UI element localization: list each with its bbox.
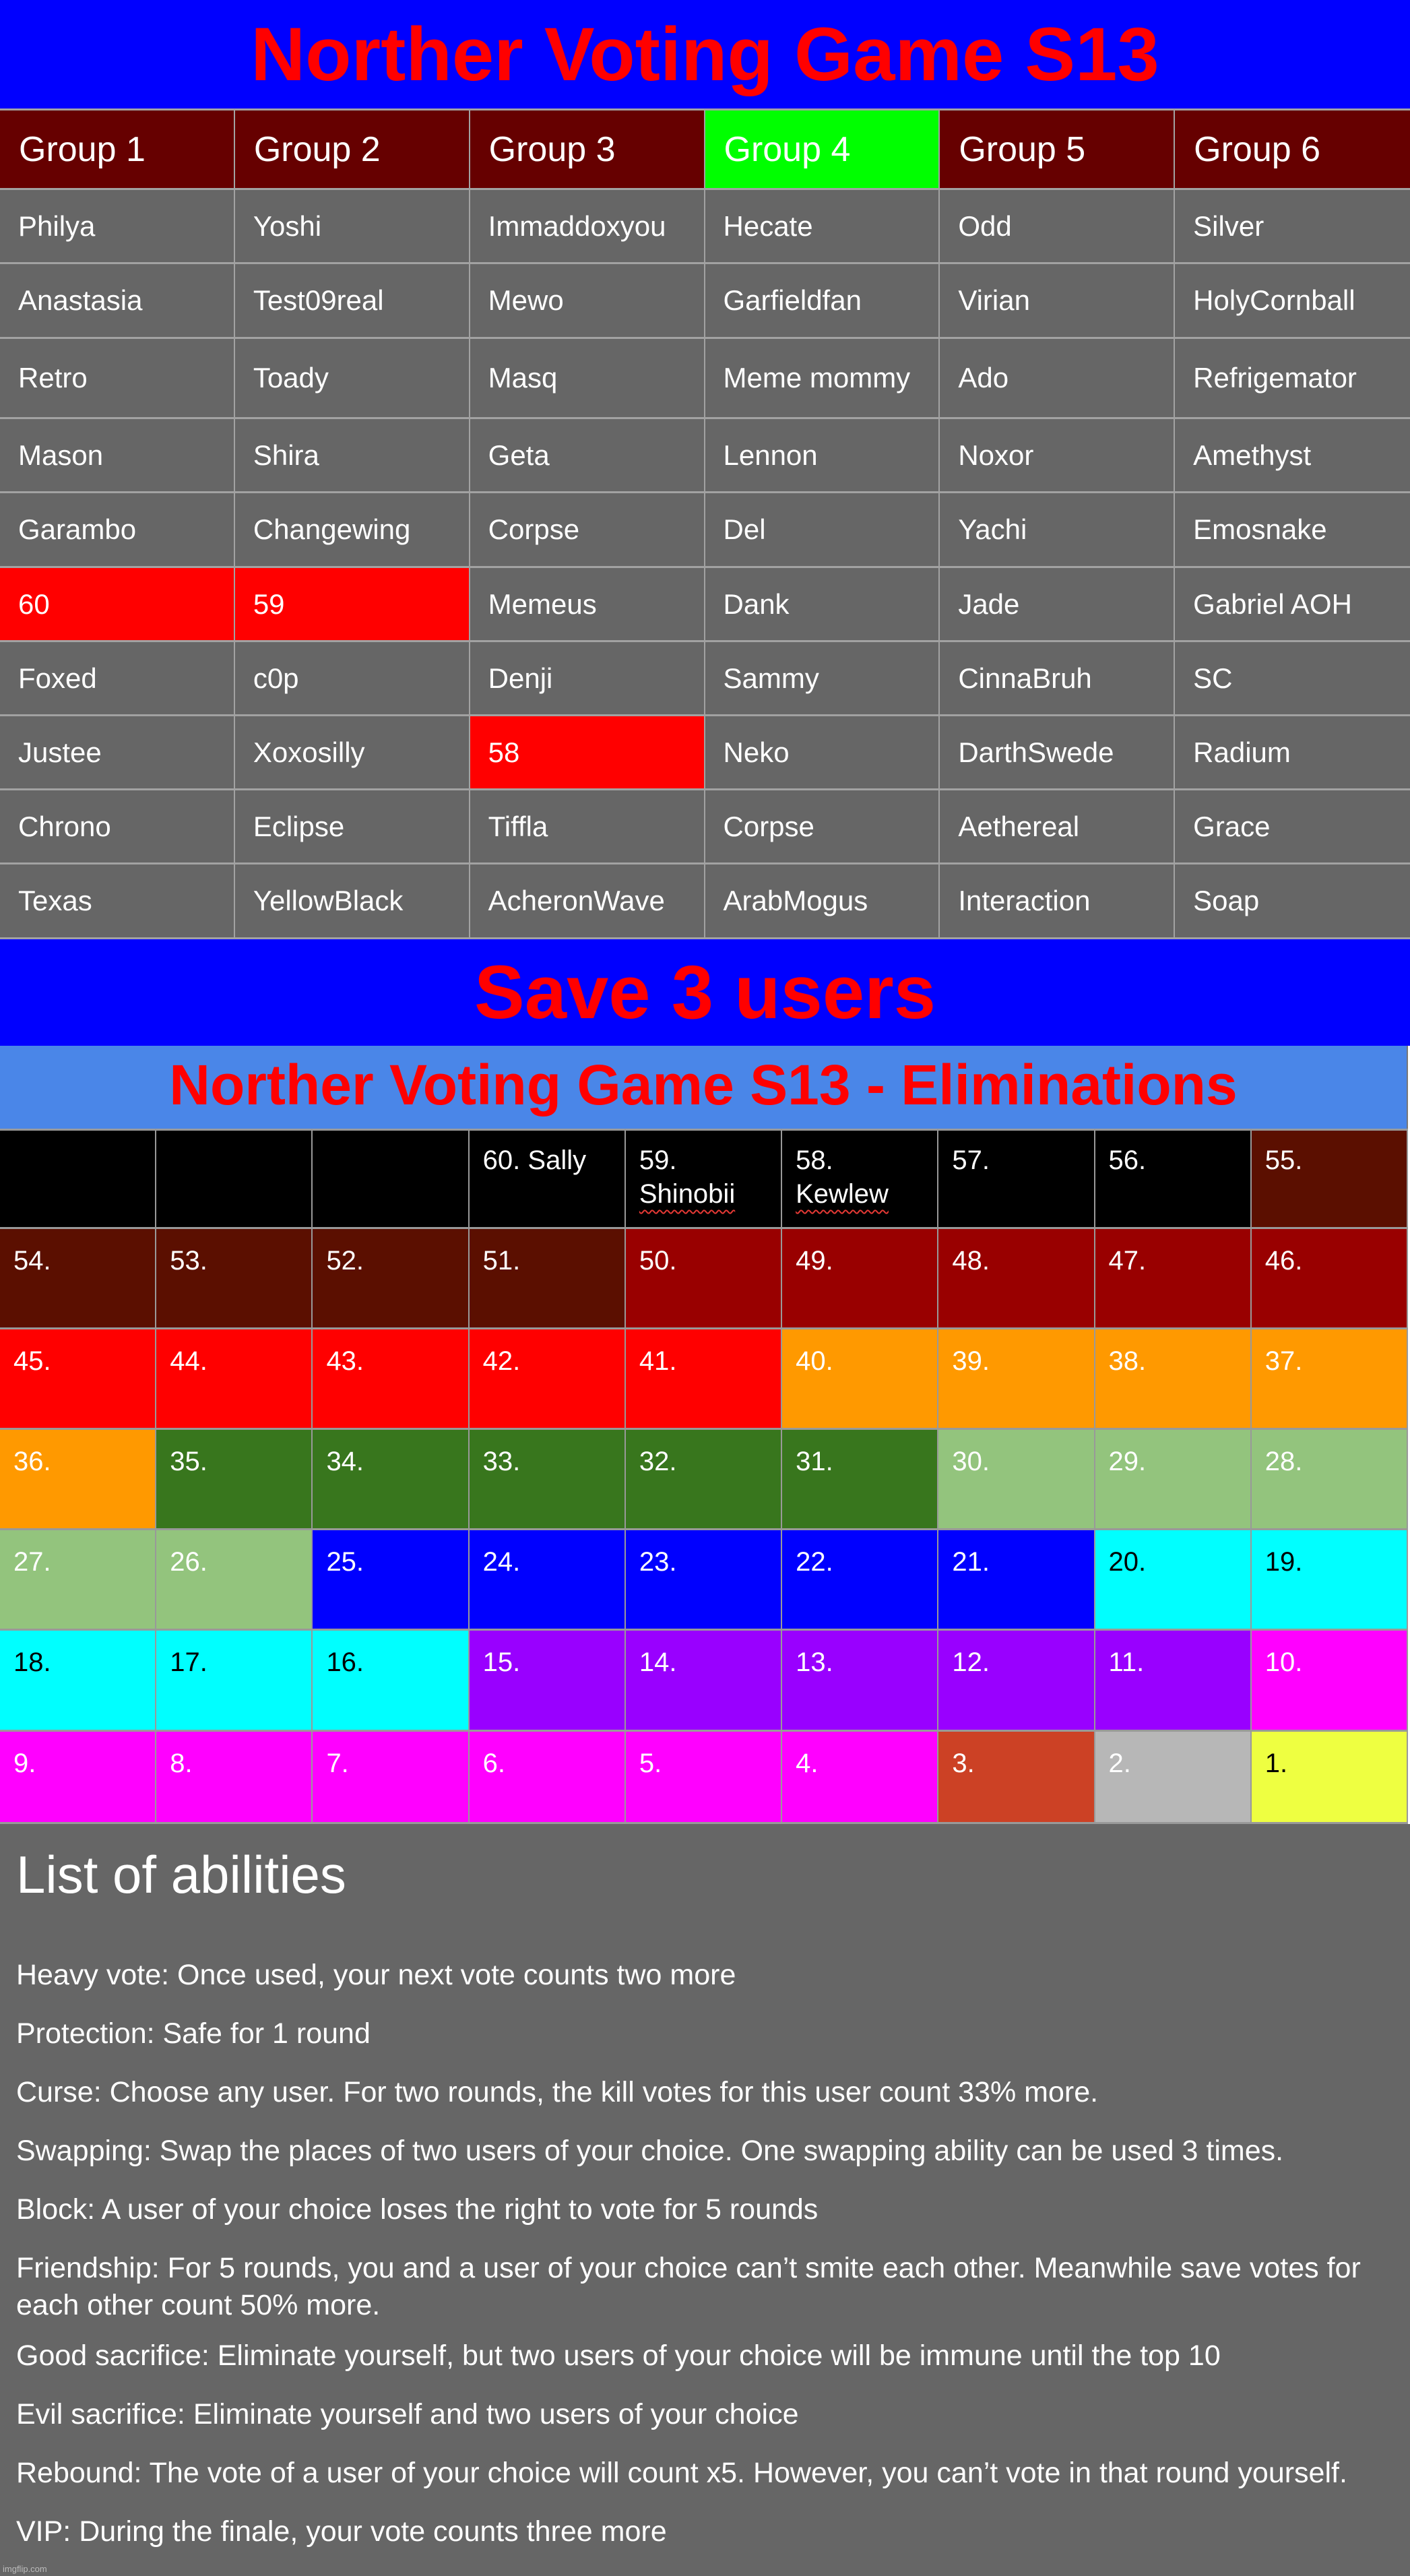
elimination-rank: 37. (1264, 1346, 1303, 1376)
elimination-slot (470, 1631, 626, 1732)
group-member-cell: DarthSwede (940, 716, 1175, 790)
elimination-slot (156, 1129, 313, 1229)
group-member-cell: Del (705, 493, 940, 568)
elimination-slot (0, 1329, 156, 1430)
group-member-cell: CinnaBruh (940, 642, 1175, 716)
elimination-slot (156, 1530, 313, 1631)
elimination-slot (0, 1430, 156, 1530)
group-member-cell: Aethereal (940, 790, 1175, 865)
elimination-slot (470, 1229, 626, 1329)
group-member-cell: c0p (235, 642, 470, 716)
elimination-slot (1252, 1430, 1408, 1530)
eliminations-title: Norther Voting Game S13 - Eliminations (169, 1053, 1238, 1117)
elimination-slot (626, 1631, 782, 1732)
elimination-rank: 27. (13, 1547, 51, 1577)
group-member-cell: YellowBlack (235, 865, 470, 939)
elimination-rank: 36. (13, 1447, 51, 1476)
group-member-cell: Foxed (0, 642, 235, 716)
group-member-cell: Ado (940, 339, 1175, 419)
group-member-cell: Chrono (0, 790, 235, 865)
elimination-slot (782, 1329, 938, 1430)
elimination-rank: 57. (952, 1145, 990, 1175)
elimination-slot (1095, 1229, 1252, 1329)
elimination-slot (0, 1229, 156, 1329)
elimination-rank: 23. (639, 1547, 677, 1577)
elimination-rank: 31. (796, 1447, 833, 1476)
elimination-slot (313, 1129, 469, 1229)
ability-swapping: Swapping: Swap the places of two users of your choice. One swapping ability can be used 3 times. (16, 2135, 1284, 2167)
group-member-cell: Mason (0, 419, 235, 493)
group-member-cell: AcheronWave (470, 865, 705, 939)
elimination-rank: 15. (482, 1647, 521, 1677)
group-member-cell: Interaction (940, 865, 1175, 939)
elimination-slot (626, 1129, 782, 1229)
elimination-rank: 9. (13, 1749, 36, 1778)
ability-vip: VIP: During the finale, your vote counts three more (16, 2515, 667, 2548)
abilities-heading: List of abilities (16, 1845, 346, 1904)
group-member-cell: Immaddoxyou (470, 190, 705, 264)
elimination-slot (0, 1530, 156, 1631)
elimination-slot (156, 1732, 313, 1824)
abilities-list (16, 1957, 1394, 2550)
ability-block: Block: A user of your choice loses the right to vote for 5 rounds (16, 2193, 819, 2226)
group-member-cell: Amethyst (1175, 419, 1410, 493)
group-member-cell: ArabMogus (705, 865, 940, 939)
ability-good-sacrifice: Good sacrifice: Eliminate yourself, but two users of your choice will be immune until the top 10 (16, 2339, 1221, 2372)
elimination-rank: 48. (952, 1246, 990, 1276)
elimination-slot (1095, 1329, 1252, 1430)
groups-table (0, 108, 1410, 939)
elimination-slot (938, 1530, 1095, 1631)
save-banner (0, 939, 1410, 1046)
elimination-slot (470, 1732, 626, 1824)
group-member-cell: Retro (0, 339, 235, 419)
group-member-cell: Xoxosilly (235, 716, 470, 790)
elimination-rank: 54. (13, 1246, 51, 1276)
elimination-slot (470, 1430, 626, 1530)
group-member-cell: Changewing (235, 493, 470, 568)
group-member-cell: Grace (1175, 790, 1410, 865)
group-member-cell: Refrigemator (1175, 339, 1410, 419)
group-member-cell: Dank (705, 568, 940, 642)
elimination-rank: 1. (1264, 1749, 1288, 1778)
group-member-cell: Neko (705, 716, 940, 790)
elimination-slot (626, 1530, 782, 1631)
group-member-cell: Sammy (705, 642, 940, 716)
group-member-cell: Radium (1175, 716, 1410, 790)
ability-curse: Curse: Choose any user. For two rounds, the kill votes for this user count 33% more. (16, 2076, 1099, 2108)
eliminated-user-name: Kewlew (796, 1179, 889, 1209)
elimination-slot (938, 1732, 1095, 1824)
ability-evil-sacrifice: Evil sacrifice: Eliminate yourself and two users of your choice (16, 2398, 799, 2430)
elimination-rank: 38. (1108, 1346, 1147, 1376)
save-instruction: Save 3 users (474, 950, 936, 1034)
elimination-slot (470, 1530, 626, 1631)
elimination-rank: 35. (170, 1447, 207, 1476)
group-member-cell: Masq (470, 339, 705, 419)
elimination-rank: 17. (170, 1647, 207, 1677)
elimination-slot (0, 1732, 156, 1824)
group-header-2: Group 2 (235, 108, 470, 190)
ability-heavy-vote: Heavy vote: Once used, your next vote counts two more (16, 1959, 736, 1991)
group-header-4: Group 4 (705, 108, 940, 190)
group-member-cell: Test09real (235, 264, 470, 339)
elimination-rank: 46. (1264, 1246, 1303, 1276)
group-member-cell: Odd (940, 190, 1175, 264)
elimination-slot (626, 1329, 782, 1430)
elimination-slot (313, 1329, 469, 1430)
elimination-rank: 42. (482, 1346, 521, 1376)
elimination-rank: 21. (952, 1547, 990, 1577)
elimination-rank: 16. (326, 1647, 364, 1677)
group-member-cell: Anastasia (0, 264, 235, 339)
elimination-slot (938, 1129, 1095, 1229)
eliminated-user-name: Sally (527, 1145, 587, 1175)
group-member-cell: Lennon (705, 419, 940, 493)
elimination-slot (938, 1329, 1095, 1430)
group-member-cell: Eclipse (235, 790, 470, 865)
elimination-slot (1095, 1631, 1252, 1732)
elimination-slot (313, 1732, 469, 1824)
group-member-cell: Meme mommy (705, 339, 940, 419)
title-banner (0, 0, 1410, 108)
elimination-rank: 4. (796, 1749, 819, 1778)
elimination-slot (782, 1129, 938, 1229)
elimination-rank: 24. (482, 1547, 521, 1577)
elimination-slot (782, 1631, 938, 1732)
elimination-rank: 32. (639, 1447, 677, 1476)
elimination-slot (1252, 1229, 1408, 1329)
group-header-1: Group 1 (0, 108, 235, 190)
elimination-rank: 2. (1108, 1749, 1131, 1778)
elimination-rank: 6. (482, 1749, 506, 1778)
elimination-slot (1095, 1530, 1252, 1631)
elimination-slot (626, 1430, 782, 1530)
elimination-slot (782, 1530, 938, 1631)
elimination-slot (0, 1631, 156, 1732)
elimination-rank: 33. (482, 1447, 521, 1476)
elimination-rank: 22. (796, 1547, 833, 1577)
elimination-slot (938, 1229, 1095, 1329)
elimination-slot (1252, 1329, 1408, 1430)
group-member-cell: Garambo (0, 493, 235, 568)
elimination-slot (313, 1530, 469, 1631)
elimination-slot (470, 1329, 626, 1430)
elimination-rank: 43. (326, 1346, 364, 1376)
elimination-rank: 44. (170, 1346, 207, 1376)
group-member-cell: Toady (235, 339, 470, 419)
group-member-cell: SC (1175, 642, 1410, 716)
elimination-rank: 10. (1264, 1647, 1303, 1677)
elimination-rank: 60. (482, 1145, 521, 1175)
group-member-cell: Soap (1175, 865, 1410, 939)
group-member-cell: Corpse (705, 790, 940, 865)
elimination-rank: 39. (952, 1346, 990, 1376)
eliminated-slot-cell: 58 (470, 716, 705, 790)
group-member-cell: Yoshi (235, 190, 470, 264)
eliminated-slot-cell: 60 (0, 568, 235, 642)
elimination-rank: 29. (1108, 1447, 1147, 1476)
elimination-rank: 25. (326, 1547, 364, 1577)
elimination-rank: 12. (952, 1647, 990, 1677)
watermark: imgflip.com (3, 2564, 47, 2574)
elimination-rank: 58. (796, 1145, 833, 1175)
elimination-slot (156, 1631, 313, 1732)
elimination-rank: 8. (170, 1749, 193, 1778)
elimination-slot (1252, 1631, 1408, 1732)
group-header-5: Group 5 (940, 108, 1175, 190)
eliminations-banner (0, 1046, 1408, 1129)
elimination-slot (1095, 1129, 1252, 1229)
elimination-rank: 47. (1108, 1246, 1147, 1276)
group-member-cell: Virian (940, 264, 1175, 339)
elimination-slot (156, 1229, 313, 1329)
eliminated-slot-cell: 59 (235, 568, 470, 642)
elimination-slot (313, 1631, 469, 1732)
eliminations-section (0, 1046, 1408, 1824)
elimination-slot (1252, 1530, 1408, 1631)
group-member-cell: Corpse (470, 493, 705, 568)
elimination-rank: 5. (639, 1749, 662, 1778)
elimination-rank: 26. (170, 1547, 207, 1577)
elimination-slot (782, 1229, 938, 1329)
elimination-rank: 11. (1108, 1647, 1145, 1677)
elimination-rank: 56. (1108, 1145, 1147, 1175)
group-member-cell: Shira (235, 419, 470, 493)
elimination-rank: 59. (639, 1145, 677, 1175)
elimination-slot (470, 1129, 626, 1229)
elimination-rank: 13. (796, 1647, 833, 1677)
elimination-slot (1095, 1430, 1252, 1530)
group-member-cell: Justee (0, 716, 235, 790)
group-member-cell: HolyCornball (1175, 264, 1410, 339)
elimination-slot (782, 1732, 938, 1824)
elimination-slot (313, 1229, 469, 1329)
group-member-cell: Philya (0, 190, 235, 264)
elimination-rank: 14. (639, 1647, 677, 1677)
group-member-cell: Mewo (470, 264, 705, 339)
elimination-rank: 52. (326, 1246, 364, 1276)
group-member-cell: Gabriel AOH (1175, 568, 1410, 642)
elimination-rank: 50. (639, 1246, 677, 1276)
elimination-rank: 55. (1264, 1145, 1303, 1175)
ability-friendship: Friendship: For 5 rounds, you and a user of your choice can’t smite each other. Meanwhile save votes for each other count 50% more. (16, 2252, 1361, 2321)
page-title: Norther Voting Game S13 (251, 11, 1159, 96)
group-member-cell: Hecate (705, 190, 940, 264)
elimination-rank: 51. (482, 1246, 521, 1276)
group-member-cell: Geta (470, 419, 705, 493)
elimination-rank: 45. (13, 1346, 51, 1376)
eliminated-user-name: Shinobii (639, 1179, 736, 1209)
elimination-slot (0, 1129, 156, 1229)
eliminations-grid (0, 1129, 1408, 1824)
group-member-cell: Emosnake (1175, 493, 1410, 568)
elimination-slot (313, 1430, 469, 1530)
elimination-rank: 49. (796, 1246, 833, 1276)
elimination-rank: 40. (796, 1346, 833, 1376)
group-member-cell: Yachi (940, 493, 1175, 568)
elimination-rank: 41. (639, 1346, 677, 1376)
elimination-slot (156, 1430, 313, 1530)
group-header-6: Group 6 (1175, 108, 1410, 190)
elimination-rank: 34. (326, 1447, 364, 1476)
group-member-cell: Tiffla (470, 790, 705, 865)
group-member-cell: Memeus (470, 568, 705, 642)
group-member-cell: Noxor (940, 419, 1175, 493)
ability-protection: Protection: Safe for 1 round (16, 2017, 371, 2050)
abilities-section (0, 1824, 1410, 2576)
elimination-rank: 18. (13, 1647, 51, 1677)
elimination-slot (626, 1229, 782, 1329)
elimination-rank: 19. (1264, 1547, 1303, 1577)
elimination-slot (626, 1732, 782, 1824)
group-member-cell: Garfieldfan (705, 264, 940, 339)
group-member-cell: Silver (1175, 190, 1410, 264)
elimination-slot (156, 1329, 313, 1430)
elimination-rank: 20. (1108, 1547, 1147, 1577)
group-member-cell: Texas (0, 865, 235, 939)
elimination-slot (1095, 1732, 1252, 1824)
elimination-rank: 53. (170, 1246, 207, 1276)
group-header-3: Group 3 (470, 108, 705, 190)
group-member-cell: Jade (940, 568, 1175, 642)
elimination-rank: 3. (952, 1749, 975, 1778)
elimination-rank: 7. (326, 1749, 349, 1778)
elimination-slot (938, 1631, 1095, 1732)
elimination-slot (782, 1430, 938, 1530)
ability-rebound: Rebound: The vote of a user of your choice will count x5. However, you can’t vote in that round yourself. (16, 2457, 1347, 2489)
group-member-cell: Denji (470, 642, 705, 716)
elimination-slot (1252, 1129, 1408, 1229)
elimination-rank: 30. (952, 1447, 990, 1476)
elimination-slot (1252, 1732, 1408, 1824)
elimination-slot (938, 1430, 1095, 1530)
elimination-rank: 28. (1264, 1447, 1303, 1476)
